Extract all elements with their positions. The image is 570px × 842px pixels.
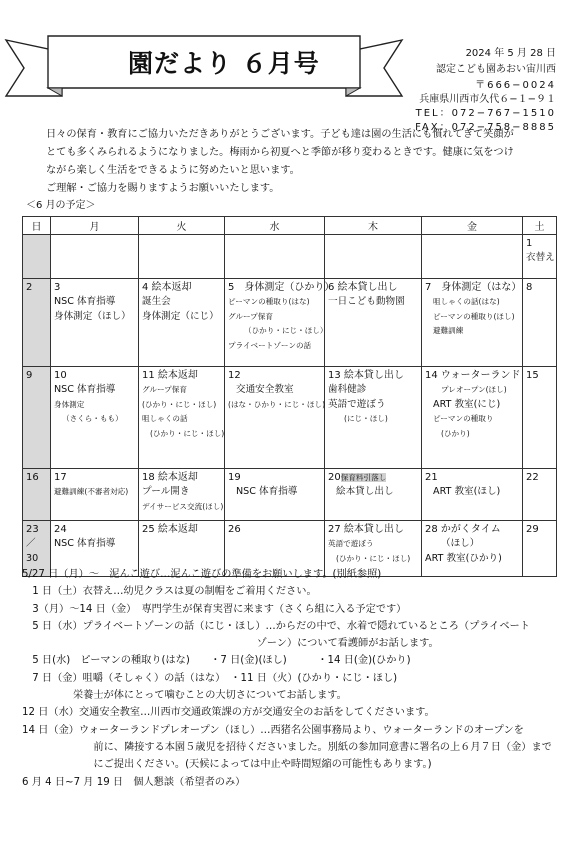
event-line: 避難訓練 <box>433 326 464 336</box>
event-line: ピーマンの種取り <box>433 414 494 424</box>
weekday-header: 日 <box>23 217 51 235</box>
day-number-text: 11 絵本返却 <box>142 370 198 381</box>
day-number <box>526 471 553 485</box>
day-cell <box>422 235 523 279</box>
event-line: 咀しゃくの話 <box>142 414 188 424</box>
day-number-text: 29 <box>526 524 539 535</box>
day-cell <box>225 235 325 279</box>
intro-line: ご理解・ご協力を賜りますようお願いいたします。 <box>46 183 280 194</box>
week-row <box>23 279 557 367</box>
day-cell <box>139 235 225 279</box>
event-line: 身体測定（ほし） <box>54 310 131 322</box>
day-number-text: 28 かがくタイム <box>425 524 501 535</box>
day-number <box>26 471 47 485</box>
event-line: 避難訓練(不審者対応) <box>54 487 129 497</box>
intro-paragraph <box>46 126 556 198</box>
day-number <box>425 369 519 383</box>
event-line: 英語で遊ぼう <box>328 398 386 410</box>
day-number <box>228 369 321 383</box>
day-number-text: 5 身体測定（ひかり） <box>228 282 335 293</box>
day-cell <box>225 469 325 521</box>
event-line: プレオープン(ほし) <box>441 385 507 395</box>
day-number <box>328 471 418 485</box>
weekday-header: 木 <box>325 217 422 235</box>
event-line: ／ <box>26 538 36 550</box>
weekday-header: 月 <box>51 217 139 235</box>
note-line: 前に、隣接する本園５歳児を招待くださいました。別紙の参加同意書に署名の上６月７日（金）まで <box>93 741 552 753</box>
event-line: (ひかり・にじ・ほし) <box>336 553 411 563</box>
day-cell <box>51 279 139 367</box>
event-line: （ほし） <box>441 538 480 550</box>
day-number <box>526 369 553 383</box>
day-number-text: 7 身体測定（はな） <box>425 282 522 293</box>
event-line: (ひかり) <box>441 428 470 438</box>
june-schedule-table <box>22 216 557 577</box>
day-cell <box>422 367 523 469</box>
event-line: 英語で遊ぼう <box>328 539 374 549</box>
event-line: 交通安全教室 <box>236 384 294 396</box>
day-number-text: 19 <box>228 472 241 483</box>
event-line: 30 <box>26 552 39 564</box>
payment-highlight: 保育料引落し <box>340 473 387 482</box>
event-line: 咀しゃくの話(はな) <box>433 297 500 307</box>
day-number-text: 20 <box>328 472 341 483</box>
event-line: (ひかり・にじ・ほし) <box>150 428 225 438</box>
note-line: 7 日（金）咀嚼（そしゃく）の話（はな） ・11 日（火）(ひかり・にじ・ほし) <box>32 672 398 684</box>
postal-code: 〒666−0024 <box>475 80 556 91</box>
day-cell <box>23 279 51 367</box>
day-number-text: 10 <box>54 370 67 381</box>
day-number-text: 14 ウォーターランド <box>425 370 521 381</box>
day-number-text: 6 絵本貸し出し <box>328 282 398 293</box>
day-number <box>26 369 47 383</box>
day-number-text: 12 <box>228 370 241 381</box>
day-number <box>54 523 135 537</box>
day-cell <box>325 469 422 521</box>
intro-line: とても多くみられるようになりました。梅雨から初夏へと季節が移り変わるときです。健康に気をつけ <box>46 147 514 158</box>
day-number <box>54 471 135 485</box>
day-number-text: 24 <box>54 524 67 535</box>
day-number <box>328 523 418 537</box>
day-cell <box>23 235 51 279</box>
event-line: NSC 体育指導 <box>54 384 116 396</box>
day-cell <box>225 367 325 469</box>
day-number-text: 15 <box>526 370 539 381</box>
note-line: 1 日（土）衣替え…幼児クラスは夏の制帽をご着用ください。 <box>32 586 317 598</box>
day-number-text: 2 <box>26 282 33 293</box>
day-number <box>26 281 47 295</box>
day-cell <box>325 279 422 367</box>
week-row <box>23 469 557 521</box>
day-cell <box>422 279 523 367</box>
day-cell <box>325 235 422 279</box>
day-cell <box>139 469 225 521</box>
day-number-text: 23 <box>26 524 39 535</box>
event-line: 身体測定（にじ） <box>142 310 219 322</box>
weekday-header-row <box>23 217 557 235</box>
day-cell <box>523 469 557 521</box>
day-number-text: 18 絵本返却 <box>142 472 198 483</box>
day-number <box>54 369 135 383</box>
event-line: 誕生会 <box>142 296 171 308</box>
week-row <box>23 235 557 279</box>
day-cell <box>139 367 225 469</box>
event-line: プライベートゾーンの話 <box>228 340 312 350</box>
note-line: 栄養士が体にとって噛むことの大切さについてお話します。 <box>73 690 347 702</box>
note-line: 5/27 日（月）～ 泥んこ遊び…泥んこ遊びの準備をお願いします。(別紙参照) <box>22 569 382 580</box>
weekday-header: 金 <box>422 217 523 235</box>
event-line: ピーマンの種取り(はな) <box>228 297 310 307</box>
event-line: 絵本貸し出し <box>336 486 394 498</box>
event-line: (ひかり・にじ・ほし) <box>142 399 217 409</box>
day-cell <box>325 367 422 469</box>
day-number-text: 16 <box>26 472 39 483</box>
event-line: NSC 体育指導 <box>236 486 298 498</box>
event-line: 一日こども動物園 <box>328 296 405 308</box>
event-line: プール開き <box>142 486 190 498</box>
day-number-text: 25 絵本返却 <box>142 524 198 535</box>
event-line: 身体測定 <box>54 399 85 409</box>
day-number-text: 9 <box>26 370 33 381</box>
note-line: 5 日(水) ピーマンの種取り(はな) ・7 日(金)(ほし) ・14 日(金)(ひかり) <box>32 655 411 667</box>
schedule-caption: ＜6 月の予定＞ <box>26 200 96 211</box>
day-cell <box>523 235 557 279</box>
day-cell <box>523 279 557 367</box>
day-number-text: 13 絵本貸し出し <box>328 370 404 381</box>
event-line: 衣替え <box>526 252 555 264</box>
event-line: ピーマンの種取り(ほし) <box>433 311 515 321</box>
day-number-text: 22 <box>526 472 539 483</box>
day-number <box>526 523 553 537</box>
event-line: ART 教室(ひかり) <box>425 552 502 564</box>
event-line: (はな・ひかり・にじ・ほし) <box>228 399 326 409</box>
day-number <box>142 471 221 485</box>
note-line: にご提出ください。(天候によっては中止や時間短縮の可能性もあります。) <box>93 759 432 771</box>
note-line: 5 日（水）プライベートゾーンの話（にじ・ほし）…からだの中で、水着で隠れているところ（プライベート <box>32 620 530 632</box>
fax-number: FAX：072−758−8885 <box>415 122 556 133</box>
day-cell <box>139 279 225 367</box>
day-number <box>142 281 221 295</box>
address: 兵庫県川西市久代６−１−９１ <box>419 94 556 105</box>
day-number <box>526 237 553 251</box>
event-line: （ひかり・にじ・ほし） <box>244 326 328 336</box>
day-number <box>26 523 47 537</box>
day-cell <box>422 469 523 521</box>
event-line: NSC 体育指導 <box>54 296 116 308</box>
event-line: 歯科健診 <box>328 384 367 396</box>
day-cell <box>51 367 139 469</box>
intro-line: 日々の保育・教育にご協力いただきありがとうございます。子ども達は園の生活にも慣れてきて笑顔が <box>46 129 514 140</box>
event-notes <box>22 566 562 791</box>
event-line: NSC 体育指導 <box>54 538 116 550</box>
event-line: ART 教室(にじ) <box>433 398 501 410</box>
event-line: グループ保育 <box>142 385 187 395</box>
event-line: グループ保育 <box>228 311 273 321</box>
day-cell <box>23 469 51 521</box>
day-number-text: 27 絵本貸し出し <box>328 524 404 535</box>
day-number <box>425 471 519 485</box>
weekday-header: 火 <box>139 217 225 235</box>
intro-line: ながら楽しく生活をできるように努めたいと思います。 <box>46 165 300 176</box>
note-line: 6 月 4 日~7 月 19 日 個人懇談（希望者のみ） <box>22 776 246 788</box>
day-number-text: 4 絵本返却 <box>142 282 192 293</box>
note-line: 3（月）～14 日（金） 専門学生が保育実習に来ます（さくら組に入る予定です） <box>32 603 407 615</box>
day-number <box>142 369 221 383</box>
day-number <box>425 281 522 295</box>
day-number-text: 21 <box>425 472 438 483</box>
day-number-text: 8 <box>526 282 533 293</box>
weekday-header: 土 <box>523 217 557 235</box>
weekday-header: 水 <box>225 217 325 235</box>
day-cell <box>523 367 557 469</box>
day-number <box>142 523 221 537</box>
issue-date: 2024 年 5 月 28 日 <box>465 48 556 59</box>
day-number <box>228 281 335 295</box>
day-number <box>228 523 321 537</box>
week-row <box>23 367 557 469</box>
note-line: ゾーン）について看護師がお話します。 <box>256 638 439 650</box>
event-line: デイサービス交流(ほし) <box>142 501 224 511</box>
day-number-text: 1 <box>526 238 533 249</box>
tel-number: TEL：072−767−1510 <box>415 108 556 119</box>
day-cell <box>51 469 139 521</box>
day-number <box>228 471 321 485</box>
note-line: 14 日（金）ウォーターランドプレオープン（ほし）…西猪名公園事務局より、ウォーターランドのオープンを <box>22 724 524 736</box>
day-number <box>54 281 135 295</box>
day-cell <box>225 279 335 367</box>
day-number-text: 26 <box>228 524 241 535</box>
note-line: 12 日（水）交通安全教室…川西市交通政策課の方が交通安全のお話をしてくださいます。 <box>22 707 435 719</box>
page-title: 園だより ６月号 <box>128 49 320 78</box>
day-number <box>328 369 418 383</box>
day-cell <box>23 367 51 469</box>
day-number <box>526 281 553 295</box>
event-line: （さくら・もも） <box>62 414 123 424</box>
day-number <box>328 281 418 295</box>
organization-name: 認定こども園あおい宙川西 <box>436 64 556 75</box>
day-number <box>425 523 519 537</box>
event-line: ART 教室(ほし) <box>433 486 501 498</box>
day-number-text: 3 <box>54 282 61 293</box>
event-line: (にじ・ほし) <box>344 414 388 424</box>
day-cell <box>51 235 139 279</box>
day-number-text: 17 <box>54 472 67 483</box>
